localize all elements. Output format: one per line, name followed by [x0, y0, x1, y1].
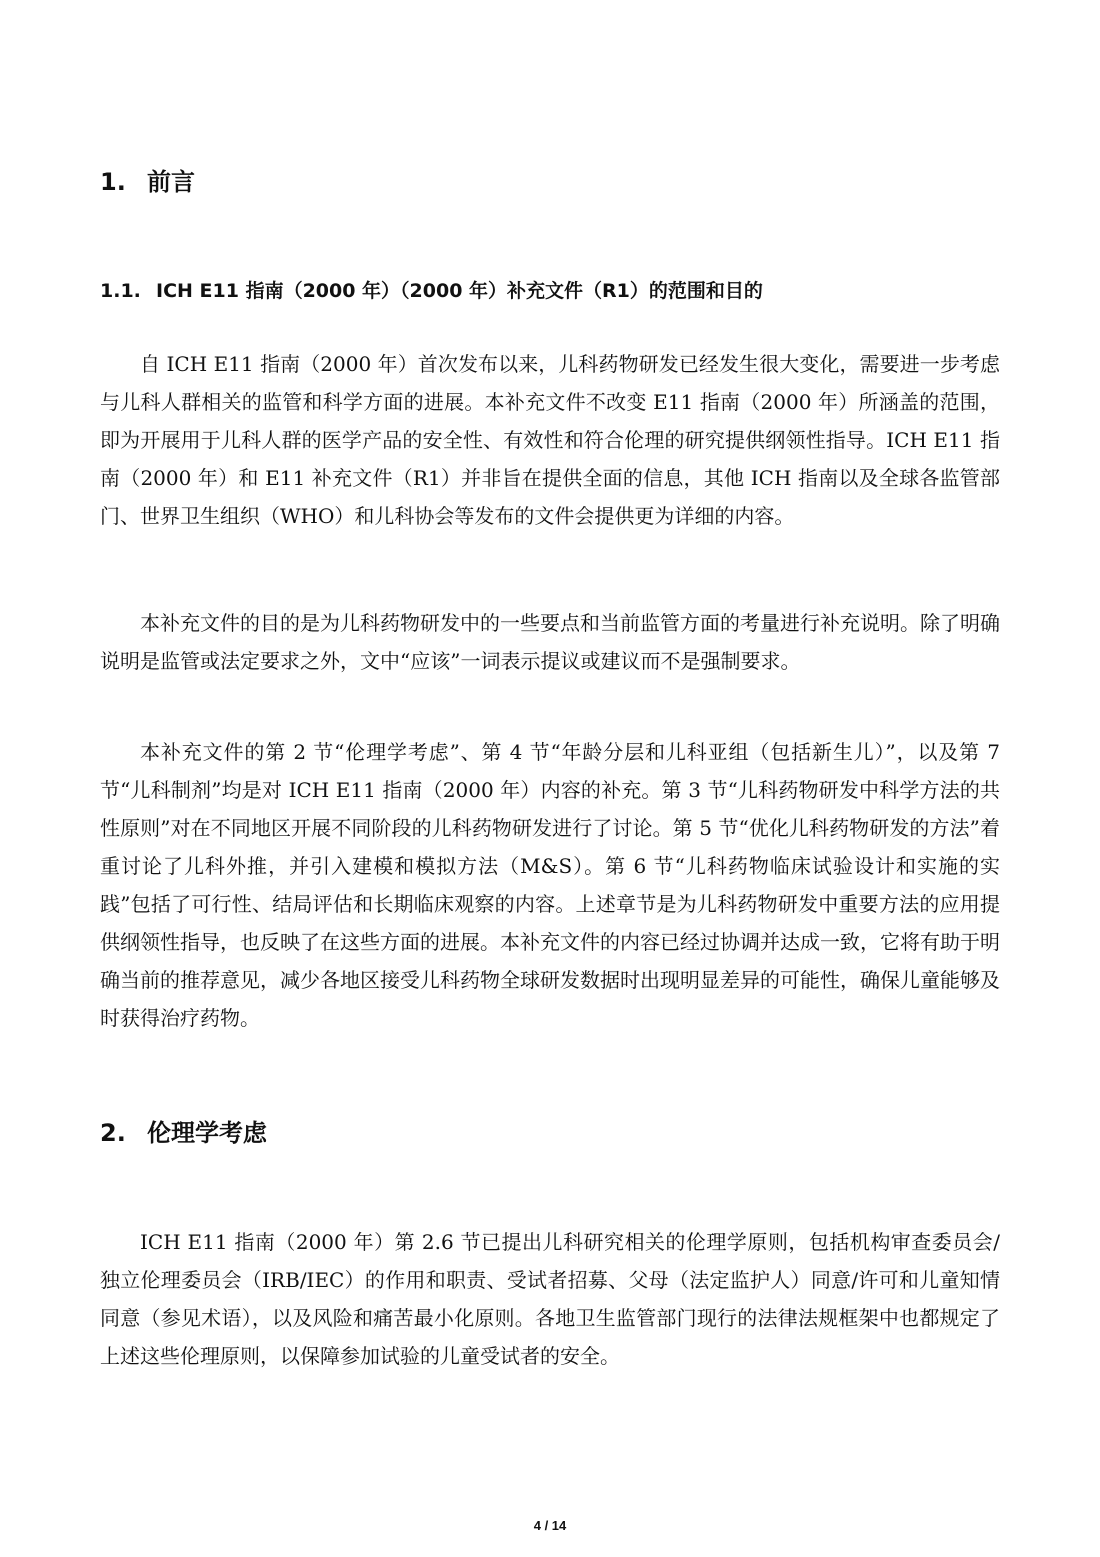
subsection-heading-1-1: [100, 277, 763, 305]
page-number: 4 / 14: [533, 1518, 567, 1533]
paragraph: 自 ICH E11 指南（2000 年）首次发布以来，儿科药物研发已经发生很大变化，需要进一步考虑与儿科人群相关的监管和科学方面的进展。本补充文件不改变 E11 指南（2000 年）所涵盖的范围，即为开展用于儿科人群的医学产品的安全性、有效性和符合伦理的研究提供纲领性指导。ICH E11 指南（2000 年）和 E11 补充文件（R1）并非旨在提供全面的信息，其他 ICH 指南以及全球各监管部门、世界卫生组织（WHO）和儿科协会等发布的文件会提供更为详细的内容。: [100, 352, 1000, 528]
section-number: 1.: [100, 168, 126, 196]
section-heading-2: [100, 1117, 267, 1149]
section-number: 2.: [100, 1119, 126, 1147]
subsection-number: 1.1.: [100, 280, 141, 302]
paragraph: 本补充文件的第 2 节“伦理学考虑”、第 4 节“年龄分层和儿科亚组（包括新生儿）”，以及第 7 节“儿科制剂”均是对 ICH E11 指南（2000 年）内容的补充。第 3 节“儿科药物研发中科学方法的共性原则”对在不同地区开展不同阶段的儿科药物研发进行了讨论。第 5 节“优化儿科药物研发的方法”着重讨论了儿科外推，并引入建模和模拟方法（M&S）。第 6 节“儿科药物临床试验设计和实施的实践”包括了可行性、结局评估和长期临床观察的内容。上述章节是为儿科药物研发中重要方法的应用提供纲领性指导，也反映了在这些方面的进展。本补充文件的内容已经过协调并达成一致，它将有助于明确当前的推荐意见，减少各地区接受儿科药物全球研发数据时出现明显差异的可能性，确保儿童能够及时获得治疗药物。: [100, 740, 1000, 1030]
section-heading-1: [100, 166, 195, 198]
paragraph: 本补充文件的目的是为儿科药物研发中的一些要点和当前监管方面的考量进行补充说明。除了明确说明是监管或法定要求之外，文中“应该”一词表示提议或建议而不是强制要求。: [100, 611, 1000, 673]
paragraph: ICH E11 指南（2000 年）第 2.6 节已提出儿科研究相关的伦理学原则，包括机构审查委员会/独立伦理委员会（IRB/IEC）的作用和职责、受试者招募、父母（法定监护人）同意/许可和儿童知情同意（参见术语），以及风险和痛苦最小化原则。各地卫生监管部门现行的法律法规框架中也都规定了上述这些伦理原则，以保障参加试验的儿童受试者的安全。: [100, 1230, 1000, 1368]
section-title: 伦理学考虑: [147, 1119, 267, 1147]
section-title: 前言: [147, 168, 195, 196]
subsection-title: ICH E11 指南（2000 年）（2000 年）补充文件（R1）的范围和目的: [156, 280, 763, 302]
